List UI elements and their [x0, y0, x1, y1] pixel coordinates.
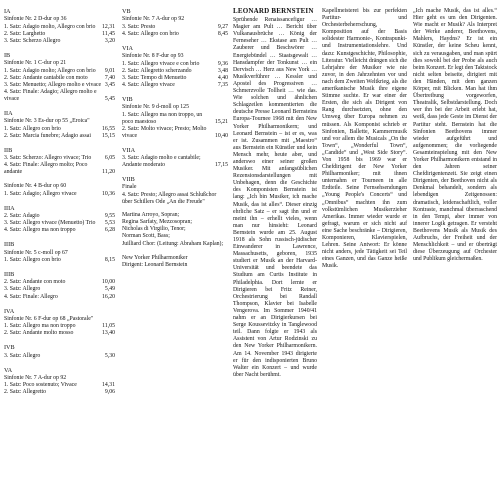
track-section	[4, 344, 115, 359]
symphony-title: Sinfonie Nr. 6 F-dur op 68 „Pastorale"	[4, 315, 94, 322]
track-name: 3. Satz: Adagio molto e cantabile; Andante moderato	[122, 155, 201, 169]
track-name: 2. Satz: Andante cantabile con moto	[4, 74, 88, 81]
essay-paragraph: „Ich mache Musik, das ist alles.“ Hier geht es um den Dirigenten. Wie macht er Musik? Als Interpret der Werke anderer, Beethovens, Mahlers, Haydns? Er ist ein Künstler, der keine Scheu kennt, sich zu verausgaben, und man spürt dies sowohl bei der Probe als auch beim Konzert. Er legt den Taktstock nicht selten beiseite, dirigiert mit den Händen, mit dem ganzen Körper, mit Blicken. Man hat ihm Übertreibung vorgeworfen, Theatralik, Selbstdarstellung. Doch wer ihn bei der Arbeit erlebt hat, weiß, dass jede Geste im Dienst der Partitur steht. Bernstein hat die Sinfonien Beethovens immer wieder aufgeführt und aufgenommen; die vorliegende Gesamteinspielung mit den New Yorker Philharmonikern entstand in den Jahren seiner Chefdirigentenzeit. Sie zeigt einen Dirigenten, der Beethoven nicht als Denkmal behandelt, sondern als lebendigen Zeitgenossen: dramatisch, leidenschaftlich, voller Kontraste, manchmal überraschend in den Tempi, aber immer von innerer Logik getragen. Er versteht Beethovens Musik als Musik des Aufbruchs, der Freiheit und der Menschlichkeit – und er überträgt diese Überzeugung auf Orchester und Publikum gleichermaßen.	[413, 8, 497, 263]
track-duration: 11,20	[102, 169, 115, 176]
track-section	[122, 96, 228, 140]
track-duration: 17,15	[214, 162, 228, 169]
track-name: 2. Satz: Molto vivace; Presto; Molto vivace	[122, 125, 207, 139]
track-duration: 7,35	[217, 81, 228, 88]
symphony-title: Finale	[122, 184, 137, 191]
symphony-title: Sinfonie Nr. 3 Es-dur op 55 „Eroica"	[4, 118, 90, 125]
track-row	[122, 24, 228, 31]
side-label: IIIB	[4, 241, 15, 249]
track-duration: 16,20	[101, 293, 115, 300]
track-duration: 8,45	[217, 30, 228, 37]
credit-line: Martina Arroyo, Sopran;	[122, 212, 180, 219]
track-name: 1. Satz: Adagio molto, Allegro con brio	[4, 23, 96, 30]
track-name: 1. Satz: Allegro vivace e con brio	[122, 60, 200, 67]
track-name: 4. Satz: Allegro ma non troppo	[4, 227, 76, 234]
track-duration: 9,55	[104, 213, 115, 220]
track-name: 2. Satz: Andante molto mosso	[4, 330, 74, 337]
credit-line: Dirigent: Leonard Bernstein	[122, 261, 188, 268]
side-label: VIA	[122, 44, 133, 52]
symphony-title: Sinfonie Nr. 7 A-dur op 92	[4, 374, 67, 381]
side-label: IA	[4, 8, 11, 15]
credit-line: New Yorker Philharmoniker	[122, 254, 188, 261]
track-row	[4, 133, 115, 140]
column-essay-3	[413, 8, 497, 263]
track-duration: 11,45	[102, 30, 115, 37]
essay-paragraph: Kapellmeisterei bis zur perfekten Partitur- und Orchesterbeherrschung, Komposition auf der Basis solidester Harmonie-, Kontrapunkt- und Instrumentationslehre. Und dazu: Kunstgeschichte, Philosophie, Literatur. Vielleicht drängen sich die Lehrjahre der Musiker wie nie zuvor, in den Jahrzehnten vor und nach dem Zweiten Weltkrieg, als die amerikanische Musik ihre eigene Stimme suchte. Er war einer der Ersten, die sich als Dirigent von Rang durchsetzten, ohne den Umweg über Europa nehmen zu müssen. Als Komponist schrieb er Sinfonien, Ballette, Kammermusik und vor allem die Musicals „On the Town“, „Wonderful Town“, „Candide“ und „West Side Story“. Von 1958 bis 1969 war er Chefdirigent der New Yorker Philharmoniker; mit ihnen unternahm er Tourneen in alle Erdteile. Seine Fernsehsendungen „Young People's Concerts“ und „Omnibus“ machten ihn zum volkstümlichen Musikerzieher Amerikas. Immer wieder wurde er gefragt, warum er sich nicht auf eine Sache beschränke – Dirigieren, Komponieren, Klavierspielen, Lehren. Seine Antwort: Er könne nicht anders, jede Tätigkeit sei Teil eines Ganzen, und das Ganze heiße Musik.	[322, 8, 407, 270]
track-row	[4, 75, 115, 82]
track-row	[122, 112, 228, 126]
track-section	[4, 52, 115, 103]
track-name: 1. Satz: Adagio; Allegro vivace	[4, 190, 77, 197]
track-row	[4, 279, 115, 286]
track-section	[4, 241, 115, 264]
credit-line: Nicholas di Virgilio, Tenor;	[122, 226, 186, 233]
side-label: IIB	[4, 147, 13, 154]
track-duration: 6,05	[104, 155, 115, 162]
track-row	[4, 89, 115, 103]
track-duration: 10,40	[214, 132, 228, 139]
track-duration: 16,55	[101, 125, 115, 132]
track-row	[4, 191, 115, 198]
track-row	[4, 286, 115, 293]
track-section	[122, 176, 228, 206]
track-name: 4. Satz: Allegro vivace	[122, 81, 175, 88]
track-row	[122, 82, 228, 89]
performer-credits	[122, 212, 228, 269]
track-name: 3. Satz: Allegro	[4, 286, 41, 293]
track-duration: 9,36	[217, 60, 228, 67]
side-label: IIIA	[4, 205, 15, 213]
track-row	[4, 382, 115, 389]
track-name: 4. Satz: Allegro con brio	[122, 30, 179, 37]
track-duration: 10,00	[101, 279, 115, 286]
symphony-title: Sinfonie Nr. 7 A-dur op 92	[122, 16, 185, 23]
track-name: 2. Satz: Adagio	[4, 213, 40, 220]
track-row	[122, 126, 228, 140]
symphony-title: Sinfonie Nr. 9 d-moll op 125	[122, 104, 189, 111]
track-section	[4, 205, 115, 234]
track-name: 2. Satz: Larghetto	[4, 30, 46, 37]
track-name: 1. Satz: Allegro con brio	[4, 257, 61, 264]
track-row	[4, 24, 115, 31]
track-row	[122, 155, 228, 169]
track-name: 2. Satz: Allegretto	[4, 389, 47, 396]
track-row	[122, 75, 228, 82]
side-label: IIA	[4, 110, 13, 118]
track-row	[4, 162, 115, 176]
track-name: 3. Satz: Presto	[122, 23, 156, 30]
symphony-title: Sinfonie Nr. 4 B-dur op 60	[4, 183, 67, 190]
track-duration: 4,40	[217, 74, 228, 81]
track-name: 2. Satz: Allegretto scherzando	[122, 67, 192, 74]
credit-line	[122, 248, 228, 255]
track-section	[4, 271, 115, 300]
track-name: 1. Satz: Allegro ma non troppo, un poco maestoso	[122, 111, 203, 125]
side-label: VIIB	[122, 176, 135, 184]
track-row	[4, 294, 115, 301]
track-name: 3. Satz: Allegro	[4, 352, 41, 359]
track-row	[4, 323, 115, 330]
track-duration: 7,40	[104, 74, 115, 81]
column-essay-2	[322, 8, 407, 270]
column-tracklist-2	[122, 8, 228, 269]
credit-line: Regina Sarfaty, Mezzosopran;	[122, 219, 192, 226]
column-essay-1	[233, 8, 317, 379]
track-row	[4, 257, 115, 264]
track-name: 4. Satz: Presto; Allegro assai Schlußchor über Schillers Ode „An die Freude"	[122, 191, 217, 206]
credit-line: Juilliard Chor: (Leitung: Abraham Kaplan);	[122, 240, 224, 247]
track-duration: 3,20	[104, 37, 115, 44]
track-duration: 5,45	[104, 96, 115, 103]
track-row	[4, 31, 115, 38]
track-section	[122, 8, 228, 38]
track-section	[4, 147, 115, 176]
track-section	[4, 367, 115, 397]
track-row	[4, 389, 115, 396]
track-section	[4, 110, 115, 140]
track-duration: 5,30	[104, 352, 115, 359]
track-duration: 9,01	[104, 67, 115, 74]
track-name: 3. Satz: Tempo di Menuetto	[122, 74, 187, 81]
track-name: 2. Satz: Marcia funebre; Adagio assai	[4, 132, 91, 139]
track-name: 1. Satz: Adagio molto; Allegro con brio	[4, 67, 96, 74]
track-duration: 9,27	[217, 23, 228, 30]
symphony-title: Sinfonie Nr. 8 F-dur op 93	[122, 52, 184, 59]
track-duration: 15,21	[214, 118, 228, 125]
side-label: VB	[122, 8, 131, 15]
track-duration: 11,05	[102, 323, 115, 330]
track-name: 3. Satz: Scherzo Allegro	[4, 37, 61, 44]
track-row	[4, 126, 115, 133]
track-duration: 9,06	[104, 389, 115, 396]
track-row	[4, 330, 115, 337]
track-row	[4, 82, 115, 89]
track-row	[4, 227, 115, 234]
track-row	[122, 61, 228, 68]
track-name: 3. Satz: Scherzo: Allegro vivace; Trio	[4, 155, 92, 162]
track-duration: 12,31	[101, 23, 115, 30]
track-duration: 6,28	[104, 227, 115, 234]
track-row	[4, 220, 115, 227]
track-row	[4, 68, 115, 75]
track-name: 1. Satz: Allegro ma non troppo	[4, 323, 76, 330]
side-label: IVA	[4, 307, 15, 315]
essay-heading: LEONARD BERNSTEIN	[233, 7, 314, 15]
track-row	[122, 192, 228, 206]
track-duration: 14,31	[101, 382, 115, 389]
symphony-title: Sinfonie Nr. 2 D-dur op 36	[4, 16, 67, 23]
track-duration: 5,49	[104, 286, 115, 293]
side-label: IIIB	[4, 271, 15, 279]
track-name: 2. Satz: Andante con moto	[4, 279, 66, 286]
symphony-title: Sinfonie Nr. 1 C-dur op 21	[4, 60, 67, 67]
track-name: 1. Satz: Allegro con brio	[4, 125, 61, 132]
track-row	[122, 68, 228, 75]
track-name: 4. Satz: Finale: Allegro molto; Poco andante	[4, 162, 88, 176]
column-tracklist-1	[4, 8, 115, 397]
symphony-title: Sinfonie Nr. 5 c-moll op 67	[4, 249, 68, 256]
track-section	[122, 45, 228, 89]
track-duration: 15,15	[101, 132, 115, 139]
side-label: VA	[4, 366, 13, 374]
track-name: 4. Satz: Finale: Allegro	[4, 293, 58, 300]
side-label: IB	[4, 51, 11, 59]
track-section	[122, 147, 228, 169]
essay-paragraph: Sprühende Renaissancefigur … Magier am Pult … Bericht über Vulkanausbrüche … König der Ferneseher … Ekstase am Pult … Zauberer und Beschwörer … Energiebündel … Staatsgewalt … Hansdampfer der Tonkunst … ein Dervisch … Herz aus New York … Musikverführer … Kessler und Apostel des Progressiven … Schmerzvolle Tollheit … wie das. Wie solchen und ähnlichen Schlagzeilen kommentierten die deutsche Presse Leonard Bernsteins Europa-Tournee 1968 mit den New Yorker Philharmonikern; und Leonard Bernstein – ist er es, was er ist. Zusammen mit „Maestro“ aus Bernstein ein Künstler und kein Mensch mehr, heute aber, und anderswo einer seiner großen Musiker. Mit anfangsüblichen Rezensionsdarstellungen mit Unbehagen, denn die Geschichte des Komponisten Bernstein ist lang: „Ich bin Musiker, ich mache Musik, das ist alles“. Dieser einzig ehrliche Satz – er sagt ihn und er meint ihn – erhellt vieles, wenn man nur hinsieht: Leonard Bernstein wurde am 25. August 1918 als Sohn russisch-jüdischer Einwanderer in Lawrence, Massachusetts, geboren, 1935 studiert er Musik an der Harvard-Universität und beendete das Studium am Curtis Institute in Philadelphia. Dort lernte er Dirigieren bei Fritz Reiner, Orchestrierung bei Randall Thompson, Klavier bei Isabelle Vengerova. Im Sommer 1940/41 nahm er an Dirigierkursen bei Serge Koussevitzky in Tanglewood teil. Dann folgte er 1943 als Assistent von Artur Rodzinski zu den New Yorker Philharmonikern. Am 14. November 1943 dirigierte er für den indisponierten Bruno Walter ein Konzert – und wurde über Nacht berühmt.	[233, 17, 317, 378]
credit-line: Norman Scott, Bass;	[122, 233, 170, 240]
track-section	[4, 8, 115, 45]
track-duration: 8,15	[104, 257, 115, 264]
track-row	[122, 31, 228, 38]
track-duration: 10,36	[101, 190, 115, 197]
side-label: VIIA	[122, 147, 136, 154]
track-section	[4, 183, 115, 198]
track-name: 3. Satz: Menuetto; Allegro molto e vivace	[4, 81, 102, 88]
track-row	[4, 353, 115, 360]
side-label: VIB	[122, 95, 133, 103]
track-duration: 5,53	[104, 220, 115, 227]
track-duration: 3,48	[217, 67, 228, 74]
track-duration: 13,40	[101, 330, 115, 337]
track-row	[4, 38, 115, 45]
track-duration: 3,45	[104, 81, 115, 88]
side-label: IVB	[4, 344, 15, 352]
track-name: 3. Satz: Allegro vivace (Menuetto) Trio	[4, 220, 96, 227]
track-section	[4, 308, 115, 338]
track-row	[4, 155, 115, 162]
track-name: 4. Satz: Finale: Adagio; Allegro molto e vivace	[4, 88, 97, 103]
track-name: 1. Satz: Poco sostenuto; Vivace	[4, 382, 77, 389]
